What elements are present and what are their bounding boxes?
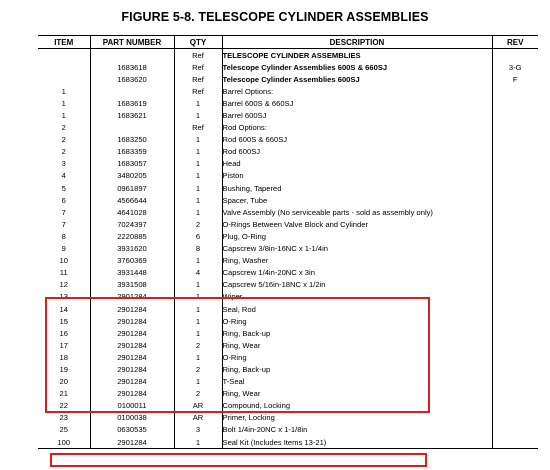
cell-rev: [492, 49, 538, 62]
cell-description: Barrel Options:: [222, 85, 492, 97]
cell-qty: 1: [174, 315, 222, 327]
cell-item: 21: [59, 389, 68, 399]
table-row: [38, 134, 538, 146]
cell-qty: 2: [174, 218, 222, 230]
cell-description: O-Rings Between Valve Block and Cylinder: [222, 218, 492, 230]
table-row: [38, 412, 538, 424]
cell-qty: 1: [174, 134, 222, 146]
cell-rev: [492, 182, 538, 194]
cell-qty: Ref: [174, 49, 222, 62]
cell-qty: 1: [174, 376, 222, 388]
cell-part-number: 1683250: [90, 134, 174, 146]
table-row: [38, 194, 538, 206]
cell-rev: [492, 303, 538, 315]
cell-description: Telescope Cylinder Assemblies 600SJ: [222, 73, 492, 85]
cell-rev: [492, 376, 538, 388]
cell-part-number: 2901284: [90, 351, 174, 363]
cell-description: Barrel 600S & 660SJ: [222, 97, 492, 109]
cell-description: Rod 600S & 660SJ: [222, 134, 492, 146]
cell-part-number: 1683359: [90, 146, 174, 158]
table-row: [38, 279, 538, 291]
cell-item: 25: [59, 425, 68, 435]
cell-description: Seal, Rod: [222, 303, 492, 315]
cell-rev: [492, 230, 538, 242]
cell-rev: [492, 424, 538, 436]
cell-part-number: 3931448: [90, 267, 174, 279]
cell-rev: [492, 109, 538, 121]
cell-description: TELESCOPE CYLINDER ASSEMBLIES: [222, 49, 492, 62]
cell-part-number: 2901284: [90, 327, 174, 339]
cell-qty: Ref: [174, 85, 222, 97]
cell-qty: 1: [174, 351, 222, 363]
table-row: [38, 49, 538, 62]
cell-qty: 1: [174, 303, 222, 315]
cell-qty: 1: [174, 170, 222, 182]
table-row: [38, 146, 538, 158]
table-row: [38, 73, 538, 85]
cell-qty: 4: [174, 267, 222, 279]
cell-item: 17: [59, 340, 68, 350]
cell-rev: [492, 291, 538, 303]
column-header-part-number: PART NUMBER: [90, 36, 174, 49]
cell-rev: [492, 194, 538, 206]
cell-qty: 1: [174, 97, 222, 109]
cell-qty: 1: [174, 436, 222, 449]
cell-rev: [492, 218, 538, 230]
cell-item: 1: [61, 98, 66, 108]
cell-rev: [492, 85, 538, 97]
cell-rev: [492, 436, 538, 449]
table-row: [38, 218, 538, 230]
table-row: [38, 436, 538, 449]
cell-qty: AR: [174, 400, 222, 412]
cell-part-number: [90, 49, 174, 62]
cell-item: 16: [59, 328, 68, 338]
cell-part-number: 2901284: [90, 363, 174, 375]
cell-item: 10: [59, 256, 68, 266]
cell-item: 19: [59, 364, 68, 374]
cell-description: T-Seal: [222, 376, 492, 388]
cell-item: 8: [61, 231, 66, 241]
column-header-item: ITEM: [38, 36, 90, 49]
cell-item: [38, 61, 90, 73]
table-row: [38, 85, 538, 97]
cell-rev: [492, 351, 538, 363]
cell-qty: 1: [174, 291, 222, 303]
cell-part-number: 2901284: [90, 303, 174, 315]
cell-description: Valve Assembly (No serviceable parts - sold as assembly only): [222, 206, 492, 218]
cell-part-number: 4641028: [90, 206, 174, 218]
cell-part-number: 0100038: [90, 412, 174, 424]
cell-qty: 2: [174, 339, 222, 351]
cell-qty: 3: [174, 424, 222, 436]
table-row: [38, 267, 538, 279]
cell-item: 7: [61, 219, 66, 229]
cell-qty: 8: [174, 243, 222, 255]
column-header-description: DESCRIPTION: [222, 36, 492, 49]
cell-item: 13: [59, 292, 68, 302]
cell-qty: 1: [174, 146, 222, 158]
cell-description: Bushing, Tapered: [222, 182, 492, 194]
cell-qty: 6: [174, 230, 222, 242]
cell-part-number: 1683618: [90, 61, 174, 73]
cell-part-number: 1683620: [90, 73, 174, 85]
cell-description: Spacer, Tube: [222, 194, 492, 206]
cell-item: 2: [61, 123, 66, 133]
cell-rev: [492, 158, 538, 170]
highlight-box-seal-kit: [50, 453, 427, 467]
cell-part-number: 7024397: [90, 218, 174, 230]
cell-qty: AR: [174, 412, 222, 424]
cell-item: 18: [59, 352, 68, 362]
cell-part-number: 0961897: [90, 182, 174, 194]
cell-part-number: [90, 122, 174, 134]
cell-qty: 1: [174, 109, 222, 121]
cell-part-number: 0100011: [90, 400, 174, 412]
cell-item: 11: [59, 268, 68, 278]
cell-part-number: 2901284: [90, 376, 174, 388]
cell-rev: [492, 315, 538, 327]
cell-rev: [492, 134, 538, 146]
cell-description: Ring, Back-up: [222, 363, 492, 375]
cell-qty: 1: [174, 206, 222, 218]
cell-description: Rod 600SJ: [222, 146, 492, 158]
cell-description: Compound, Locking: [222, 400, 492, 412]
cell-qty: 1: [174, 182, 222, 194]
cell-description: Telescope Cylinder Assemblies 600S & 660SJ: [222, 61, 492, 73]
cell-rev: [492, 400, 538, 412]
table-row: [38, 158, 538, 170]
cell-description: Piston: [222, 170, 492, 182]
cell-rev: [492, 206, 538, 218]
cell-part-number: 2901284: [90, 388, 174, 400]
cell-item: 4: [61, 171, 66, 181]
cell-qty: Ref: [174, 122, 222, 134]
cell-description: Ring, Back-up: [222, 327, 492, 339]
cell-rev: [492, 255, 538, 267]
cell-qty: 2: [174, 388, 222, 400]
cell-part-number: 1683619: [90, 97, 174, 109]
cell-qty: 1: [174, 194, 222, 206]
table-row: [38, 206, 538, 218]
cell-rev: [492, 279, 538, 291]
table-row: [38, 255, 538, 267]
cell-description: Plug, O-Ring: [222, 230, 492, 242]
cell-part-number: 3931508: [90, 279, 174, 291]
cell-part-number: 1683057: [90, 158, 174, 170]
cell-part-number: 0630535: [90, 424, 174, 436]
cell-description: Primer, Locking: [222, 412, 492, 424]
cell-rev: [492, 339, 538, 351]
cell-part-number: 4566644: [90, 194, 174, 206]
cell-part-number: 3480205: [90, 170, 174, 182]
cell-item: 14: [59, 304, 68, 314]
cell-item: 7: [61, 207, 66, 217]
cell-description: O-Ring: [222, 315, 492, 327]
cell-description: Ring, Wear: [222, 339, 492, 351]
table-row: [38, 170, 538, 182]
cell-rev: [492, 146, 538, 158]
cell-item: 2: [61, 147, 66, 157]
cell-rev: [492, 388, 538, 400]
cell-item: 100: [38, 436, 90, 449]
table-row: [38, 182, 538, 194]
cell-item: 6: [61, 195, 66, 205]
cell-item: [38, 73, 90, 85]
table-row: [38, 243, 538, 255]
cell-part-number: 2901284: [90, 291, 174, 303]
table-row: [38, 122, 538, 134]
table-row: [38, 61, 538, 73]
table-row: [38, 230, 538, 242]
cell-qty: 1: [174, 158, 222, 170]
cell-rev: [492, 327, 538, 339]
cell-item: 1: [61, 86, 66, 96]
cell-item: 1: [61, 111, 66, 121]
cell-qty: 2: [174, 363, 222, 375]
cell-description: Capscrew 5/16in-18NC x 1/2in: [222, 279, 492, 291]
cell-description: O-Ring: [222, 351, 492, 363]
cell-description: Ring, Washer: [222, 255, 492, 267]
cell-qty: 1: [174, 255, 222, 267]
cell-description: Rod Options:: [222, 122, 492, 134]
cell-part-number: [90, 85, 174, 97]
column-header-rev: REV: [492, 36, 538, 49]
cell-item: 22: [59, 401, 68, 411]
cell-part-number: 2901284: [90, 315, 174, 327]
cell-item: 2: [61, 135, 66, 145]
cell-description: Barrel 600SJ: [222, 109, 492, 121]
cell-item: 9: [61, 244, 66, 254]
cell-rev: [492, 122, 538, 134]
table-row: [38, 97, 538, 109]
cell-rev: [492, 267, 538, 279]
cell-description: Head: [222, 158, 492, 170]
cell-rev: [492, 412, 538, 424]
cell-part-number: 1683621: [90, 109, 174, 121]
cell-description: Capscrew 1/4in-20NC x 3in: [222, 267, 492, 279]
cell-qty: 1: [174, 279, 222, 291]
cell-item: 23: [59, 413, 68, 423]
cell-description: Ring, Wear: [222, 388, 492, 400]
cell-description: Capscrew 3/8in-16NC x 1-1/4in: [222, 243, 492, 255]
cell-item: 20: [59, 377, 68, 387]
cell-description: Seal Kit (Includes Items 13-21): [222, 436, 492, 449]
table-row: [38, 109, 538, 121]
cell-part-number: 3931620: [90, 243, 174, 255]
cell-description: Wiper: [222, 291, 492, 303]
cell-item: 5: [61, 183, 66, 193]
highlight-box-items-13-21: [45, 297, 430, 413]
cell-item: 15: [59, 316, 68, 326]
cell-part-number: 2901284: [90, 436, 174, 449]
cell-part-number: 2220885: [90, 230, 174, 242]
cell-qty: Ref: [174, 61, 222, 73]
cell-rev: [492, 243, 538, 255]
cell-rev: 3-G: [492, 61, 538, 73]
figure-title: FIGURE 5-8. TELESCOPE CYLINDER ASSEMBLIES: [121, 10, 429, 24]
cell-rev: F: [492, 73, 538, 85]
cell-item: [38, 49, 90, 62]
cell-qty: Ref: [174, 73, 222, 85]
table-row: [38, 424, 538, 436]
cell-item: 12: [59, 280, 68, 290]
cell-item: 3: [61, 159, 66, 169]
cell-qty: 1: [174, 327, 222, 339]
cell-rev: [492, 170, 538, 182]
cell-part-number: 2901284: [90, 339, 174, 351]
table-header-row: [38, 36, 538, 49]
cell-rev: [492, 97, 538, 109]
column-header-qty: QTY: [174, 36, 222, 49]
cell-part-number: 3760369: [90, 255, 174, 267]
cell-rev: [492, 363, 538, 375]
cell-description: Bolt 1/4in-20NC x 1-1/8in: [222, 424, 492, 436]
